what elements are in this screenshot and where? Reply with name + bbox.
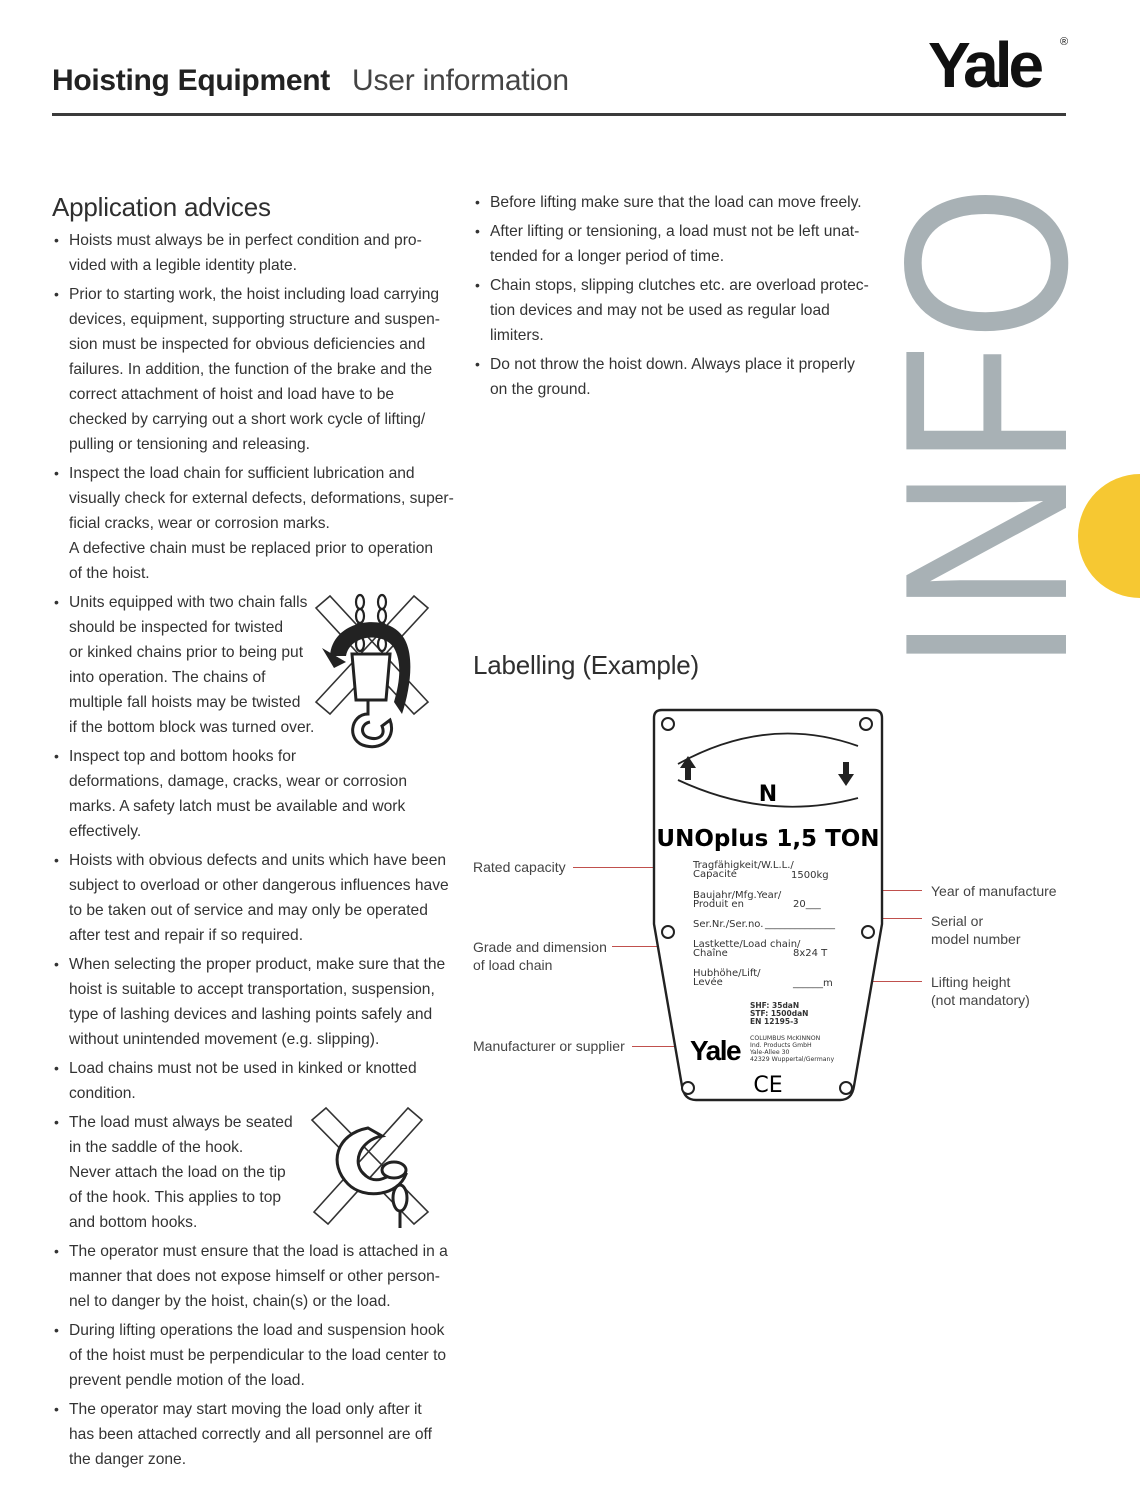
chain-grade-label-line2: of load chain bbox=[473, 957, 553, 973]
advice-line: has been attached correctly and all personnel are off bbox=[69, 1426, 432, 1443]
advice-item bbox=[52, 952, 452, 1052]
labelling-heading: Labelling (Example) bbox=[473, 650, 699, 680]
advice-line: effectively. bbox=[69, 823, 142, 840]
plate-capacity-value: 1500kg bbox=[791, 870, 829, 881]
advice-line: sion must be inspected for obvious deficiencies and bbox=[69, 336, 426, 353]
advice-line: tended for a longer period of time. bbox=[490, 248, 725, 265]
advice-line: • Load chains must not be used in kinked or knotted bbox=[69, 1060, 417, 1077]
advice-item bbox=[52, 461, 452, 586]
advice-line: • When selecting the proper product, make sure that the bbox=[69, 956, 446, 973]
plate-lift-label2: Levée bbox=[693, 977, 723, 988]
advice-line: hoist is suitable to accept transportation, suspension, bbox=[69, 981, 435, 998]
lifting-height-label-line1: Lifting height bbox=[931, 974, 1011, 990]
advice-line: A defective chain must be replaced prior to operation bbox=[69, 540, 434, 557]
serial-label-line2: model number bbox=[931, 931, 1021, 947]
plate-lift-label1: Hubhöhe/Lift/ bbox=[693, 968, 761, 979]
advice-line: devices, equipment, supporting structure and suspen- bbox=[69, 311, 440, 328]
advice-line: limiters. bbox=[490, 327, 544, 344]
advice-line: • Hoists must always be in perfect condition and pro- bbox=[69, 232, 422, 249]
plate-direction: N bbox=[758, 782, 778, 807]
advice-item bbox=[473, 190, 873, 215]
plate-address-1: COLUMBUS McKINNON bbox=[750, 1035, 821, 1042]
plate-model: UNOplus 1,5 TON bbox=[656, 826, 880, 852]
plate-capacity-label2: Capacité bbox=[693, 869, 737, 880]
advice-line: or kinked chains prior to being put bbox=[69, 644, 304, 661]
advice-line: • During lifting operations the load and suspension hook bbox=[69, 1322, 445, 1339]
yellow-circle-decoration bbox=[1078, 474, 1140, 598]
advice-line: • After lifting or tensioning, a load must not be left unat- bbox=[490, 223, 860, 240]
yale-logo: Yale bbox=[928, 29, 1041, 101]
advice-line: the danger zone. bbox=[69, 1451, 187, 1468]
advice-item bbox=[52, 744, 452, 844]
plate-address-3: Yale-Allee 30 bbox=[750, 1049, 790, 1056]
advice-item bbox=[52, 1239, 452, 1314]
advice-line: • Units equipped with two chain falls bbox=[69, 594, 308, 611]
rated-capacity-label: Rated capacity bbox=[473, 859, 566, 875]
hook-tip-illustration bbox=[308, 1104, 432, 1232]
advice-line: type of lashing devices and lashing points safely and bbox=[69, 1006, 433, 1023]
hook-shape bbox=[353, 700, 392, 747]
plate-stf: STF: 1500daN bbox=[750, 1009, 809, 1018]
advice-line: condition. bbox=[69, 1085, 136, 1102]
plate-lift-value: ______m bbox=[793, 978, 833, 989]
advice-line: of the hoist. bbox=[69, 565, 150, 582]
advice-line: after test and repair if so required. bbox=[69, 927, 304, 944]
advice-line: • Inspect top and bottom hooks for bbox=[69, 748, 297, 765]
advice-line: marks. A safety latch must be available and work bbox=[69, 798, 406, 815]
advice-line: to be taken out of service and may only be operated bbox=[69, 902, 428, 919]
ce-mark: CE bbox=[753, 1073, 783, 1098]
advice-line: prevent pendle motion of the load. bbox=[69, 1372, 305, 1389]
application-heading: Application advices bbox=[52, 192, 271, 222]
cross-mark bbox=[312, 1108, 428, 1224]
advice-line: of the hook. This applies to top bbox=[69, 1189, 282, 1206]
advice-line: nel to danger by the hoist, chain(s) or the load. bbox=[69, 1293, 391, 1310]
plate-address-4: 42329 Wuppertal/Germany bbox=[750, 1056, 835, 1063]
advice-line: of the hoist must be perpendicular to the load center to bbox=[69, 1347, 447, 1364]
advice-item bbox=[52, 1056, 452, 1106]
advice-item bbox=[473, 219, 873, 269]
plate-capacity-label1: Tragfähigkeit/W.L.L./ bbox=[693, 860, 794, 871]
header-divider bbox=[52, 113, 1066, 116]
advice-item bbox=[52, 282, 452, 457]
plate-chain-value: 8x24 T bbox=[793, 948, 828, 959]
advice-line: deformations, damage, cracks, wear or corrosion bbox=[69, 773, 408, 790]
advice-line: • The operator must ensure that the load is attached in a bbox=[69, 1243, 448, 1260]
advice-line: • The operator may start moving the load only after it bbox=[69, 1401, 422, 1418]
plate-chain-label2: Chaîne bbox=[693, 948, 728, 959]
manufacturer-label: Manufacturer or supplier bbox=[473, 1038, 625, 1054]
advice-item bbox=[52, 228, 452, 278]
lifting-height-label-line2: (not mandatory) bbox=[931, 992, 1030, 1008]
advice-line: without unintended movement (e.g. slipping). bbox=[69, 1031, 380, 1048]
advice-item bbox=[52, 1397, 452, 1472]
plate-address-2: Ind. Products GmbH bbox=[750, 1042, 812, 1049]
plate-shf: SHF: 35daN bbox=[750, 1001, 800, 1010]
advice-line: on the ground. bbox=[490, 381, 591, 398]
advice-line: checked by carrying out a short work cycle of lifting/ bbox=[69, 411, 426, 428]
advice-line: • Do not throw the hoist down. Always place it properly bbox=[490, 356, 855, 373]
plate-norm: EN 12195-3 bbox=[750, 1017, 799, 1026]
advice-line: if the bottom block was turned over. bbox=[69, 719, 315, 736]
advice-line: multiple fall hoists may be twisted bbox=[69, 694, 301, 711]
advice-line: • Prior to starting work, the hoist including load carrying bbox=[69, 286, 440, 303]
registered-mark: ® bbox=[1060, 36, 1069, 48]
advice-line: correct attachment of hoist and load have to be bbox=[69, 386, 395, 403]
plate-year-value: 20___ bbox=[793, 899, 821, 910]
plate-year-label1: Baujahr/Mfg.Year/ bbox=[693, 890, 782, 901]
advice-line: manner that does not expose himself or other person- bbox=[69, 1268, 440, 1285]
advice-line: subject to overload or other dangerous influences have bbox=[69, 877, 449, 894]
advice-line: and bottom hooks. bbox=[69, 1214, 198, 1231]
year-label: Year of manufacture bbox=[931, 883, 1057, 899]
advice-item bbox=[473, 352, 873, 402]
plate-year-label2: Produit en bbox=[693, 899, 744, 910]
advice-line: • Inspect the load chain for sufficient lubrication and bbox=[69, 465, 415, 482]
plate-serial-value: ______________ bbox=[765, 919, 835, 930]
plate-serial-label: Ser.Nr./Ser.no. bbox=[693, 919, 764, 930]
advice-line: Never attach the load on the tip bbox=[69, 1164, 286, 1181]
twisted-chain-illustration bbox=[306, 590, 434, 758]
advice-line: visually check for external defects, deformations, super- bbox=[69, 490, 454, 507]
advice-line: vided with a legible identity plate. bbox=[69, 257, 297, 274]
advice-line: in the saddle of the hook. bbox=[69, 1139, 244, 1156]
advice-line: failures. In addition, the function of the brake and the bbox=[69, 361, 433, 378]
advice-line: should be inspected for twisted bbox=[69, 619, 284, 636]
advice-line: into operation. The chains of bbox=[69, 669, 266, 686]
advice-line: • Before lifting make sure that the load can move freely. bbox=[490, 194, 862, 211]
advice-line: • Hoists with obvious defects and units which have been bbox=[69, 852, 447, 869]
plate-brand-logo: Yale bbox=[690, 1035, 741, 1066]
application-list-left bbox=[52, 228, 452, 1476]
advice-line: ficial cracks, wear or corrosion marks. bbox=[69, 515, 330, 532]
advice-line: • The load must always be seated bbox=[69, 1114, 293, 1131]
advice-item bbox=[473, 273, 873, 348]
identity-plate bbox=[648, 706, 888, 1112]
info-banner bbox=[880, 180, 1080, 680]
advice-item bbox=[52, 1318, 452, 1393]
serial-label-line1: Serial or bbox=[931, 913, 984, 929]
advice-line: pulling or tensioning and releasing. bbox=[69, 436, 311, 453]
advice-line: tion devices and may not be used as regular load bbox=[490, 302, 830, 319]
plate-chain-label1: Lastkette/Load chain/ bbox=[693, 939, 801, 950]
info-banner-text: INFO bbox=[857, 101, 1116, 672]
advice-line: • Chain stops, slipping clutches etc. are overload protec- bbox=[490, 277, 869, 294]
page-title: Hoisting Equipment bbox=[52, 64, 330, 97]
page-subtitle: User information bbox=[352, 64, 569, 97]
advice-item bbox=[52, 848, 452, 948]
bottom-block bbox=[352, 654, 390, 700]
chain-grade-label-line1: Grade and dimension bbox=[473, 939, 607, 955]
application-list-right bbox=[473, 190, 873, 406]
